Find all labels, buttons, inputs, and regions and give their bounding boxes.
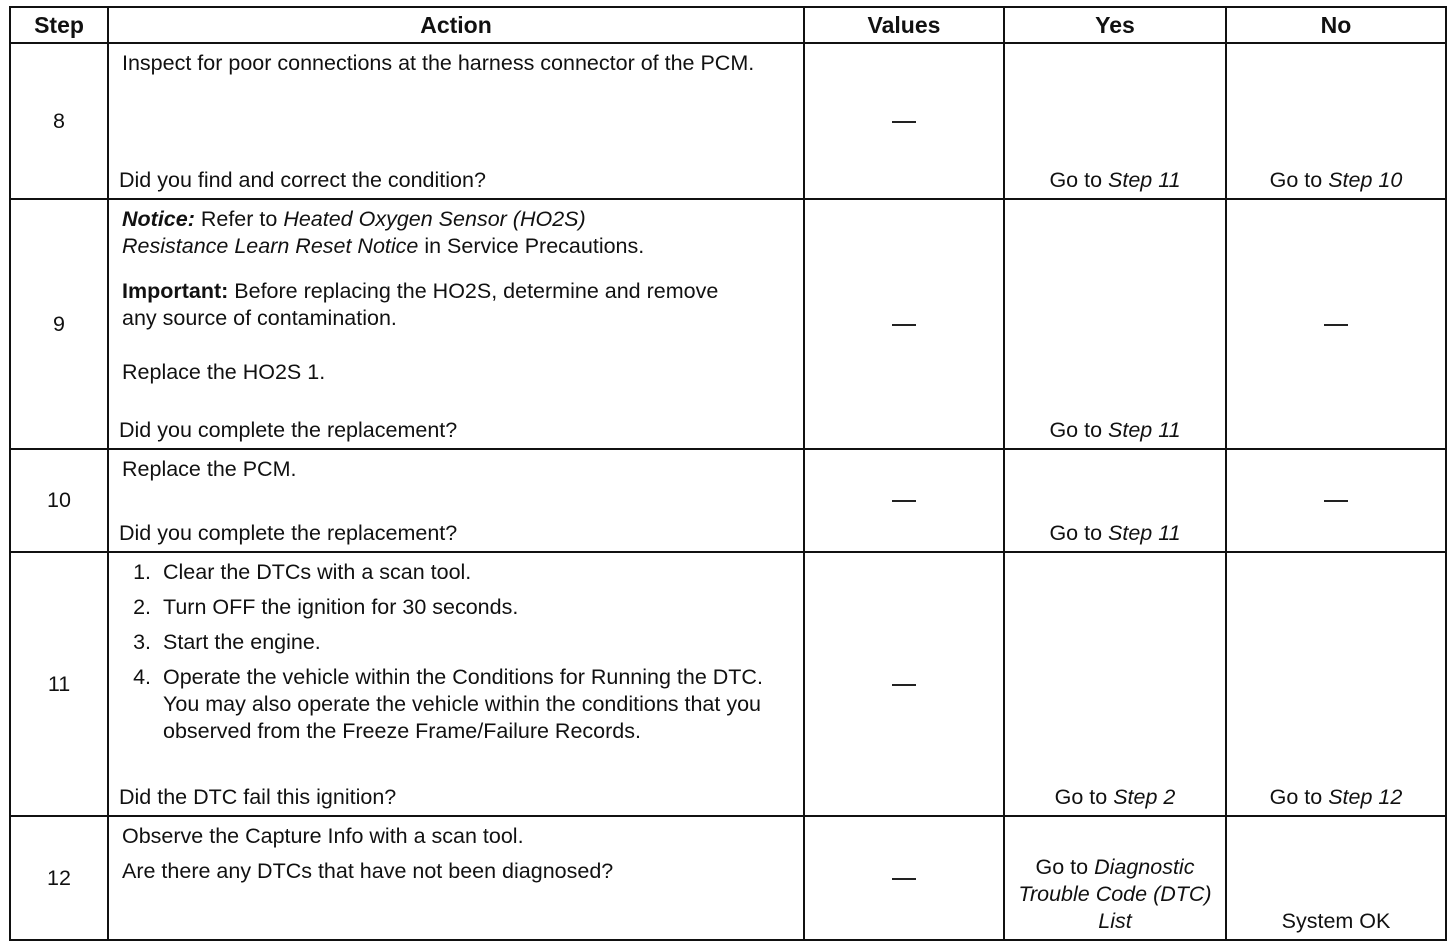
action-cell: [108, 816, 804, 940]
no-result: System OK: [1281, 909, 1391, 933]
table-row: [10, 449, 1446, 552]
table-row: [10, 43, 1446, 199]
yes-cell: [1004, 199, 1226, 449]
yes-goto[interactable]: Go to Step 2: [1054, 785, 1176, 809]
dash: [1324, 324, 1348, 326]
yes-cell: [1004, 43, 1226, 199]
values-cell: [804, 552, 1004, 816]
question-text: Are there any DTCs that have not been diagnosed?: [122, 859, 614, 883]
no-cell: [1226, 816, 1446, 940]
question-text: Did you complete the replacement?: [119, 521, 458, 545]
action-text: Replace the HO2S 1.: [122, 360, 326, 384]
important-text: Important: Before replacing the HO2S, determine and remove any source of contamination.: [122, 279, 719, 330]
yes-goto[interactable]: Go to Diagnostic Trouble Code (DTC) List: [1018, 855, 1212, 933]
list-item: 3. Start the engine.: [157, 629, 789, 656]
values-cell: [804, 199, 1004, 449]
table-row: [10, 199, 1446, 449]
list-item: 2. Turn OFF the ignition for 30 seconds.: [157, 594, 789, 621]
table-row: [10, 816, 1446, 940]
action-cell: [108, 449, 804, 552]
question-text: Did you complete the replacement?: [119, 418, 458, 442]
action-cell: [108, 552, 804, 816]
action-text: Observe the Capture Info with a scan tool.: [122, 824, 524, 848]
action-text: Inspect for poor connections at the harness connector of the PCM.: [122, 51, 755, 75]
step-number: 10: [10, 449, 108, 552]
yes-goto[interactable]: Go to Step 11: [1049, 521, 1181, 545]
diagnostic-table: [9, 6, 1447, 941]
step-number: 8: [10, 43, 108, 199]
dash: [1324, 500, 1348, 502]
procedure-list: [127, 559, 789, 745]
dash: [892, 500, 916, 502]
action-cell: [108, 43, 804, 199]
yes-cell: [1004, 816, 1226, 940]
yes-cell: [1004, 449, 1226, 552]
values-cell: [804, 816, 1004, 940]
yes-goto[interactable]: Go to Step 11: [1049, 168, 1181, 192]
yes-cell: [1004, 552, 1226, 816]
values-cell: [804, 449, 1004, 552]
header-no: No: [1226, 7, 1446, 43]
no-cell: [1226, 552, 1446, 816]
no-cell: [1226, 449, 1446, 552]
header-row: [10, 7, 1446, 43]
list-item: 1. Clear the DTCs with a scan tool.: [157, 559, 789, 586]
no-goto[interactable]: Go to Step 10: [1269, 168, 1403, 192]
no-goto[interactable]: Go to Step 12: [1269, 785, 1403, 809]
step-number: 12: [10, 816, 108, 940]
action-cell: [108, 199, 804, 449]
step-number: 11: [10, 552, 108, 816]
question-text: Did you find and correct the condition?: [119, 168, 486, 192]
no-cell: [1226, 199, 1446, 449]
step-number: 9: [10, 199, 108, 449]
header-values: Values: [804, 7, 1004, 43]
dash: [892, 324, 916, 326]
dash: [892, 684, 916, 686]
no-cell: [1226, 43, 1446, 199]
header-yes: Yes: [1004, 7, 1226, 43]
list-item: 4. Operate the vehicle within the Conditions for Running the DTC. You may also operate the vehicle within the conditions that you observed from the Freeze Frame/Failure Records.: [157, 664, 789, 745]
header-action: Action: [108, 7, 804, 43]
yes-goto[interactable]: Go to Step 11: [1049, 418, 1181, 442]
table-row: [10, 552, 1446, 816]
action-text: Replace the PCM.: [122, 457, 297, 481]
dash: [892, 121, 916, 123]
question-text: Did the DTC fail this ignition?: [119, 785, 397, 809]
dash: [892, 878, 916, 880]
header-step: Step: [10, 7, 108, 43]
values-cell: [804, 43, 1004, 199]
notice-text: Notice: Refer to Heated Oxygen Sensor (HO2S) Resistance Learn Reset Notice in Service Precautions.: [122, 207, 645, 258]
